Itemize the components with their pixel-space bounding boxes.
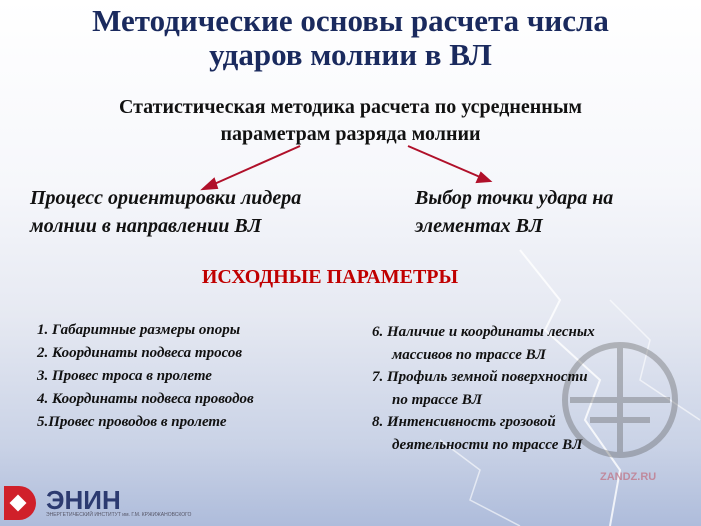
logo-name: ЭНИН: [46, 485, 121, 515]
branch-left: [30, 184, 301, 240]
list-item: 2. Координаты подвеса тросов: [37, 345, 243, 361]
arrow-left: [203, 146, 300, 189]
list-item-cont: деятельности по трассе ВЛ: [392, 436, 583, 453]
page-title: [0, 4, 701, 72]
subtitle: [0, 94, 701, 148]
params-list-left: [37, 319, 254, 434]
list-item: 3. Провес троса в пролете: [37, 368, 212, 384]
logo-icon: [4, 486, 36, 520]
list-item: 1. Габаритные размеры опоры: [37, 322, 241, 338]
params-list-right: [372, 321, 595, 456]
subtitle-line: параметрам разряда молнии: [220, 123, 481, 145]
list-item: 8. Интенсивность грозовой: [372, 414, 556, 430]
watermark-text: ZANDZ.RU: [600, 471, 657, 483]
title-line: Методические основы расчета числа: [92, 3, 609, 38]
list-item-cont: по трассе ВЛ: [392, 391, 483, 408]
list-item: 7. Профиль земной поверхности: [372, 369, 588, 385]
list-item: 5.Провес проводов в пролете: [37, 414, 227, 430]
subtitle-line: Статистическая методика расчета по усредненным: [118, 96, 583, 118]
list-item: 6. Наличие и координаты лесных: [372, 324, 595, 340]
branch-line: элементах ВЛ: [415, 215, 543, 237]
arrow-right: [408, 146, 490, 182]
title-line: ударов молнии в ВЛ: [209, 37, 492, 72]
list-item-cont: массивов по трассе ВЛ: [392, 346, 546, 363]
branch-line: молнии в направлении ВЛ: [30, 215, 262, 237]
params-heading: ИСХОДНЫЕ ПАРАМЕТРЫ: [201, 266, 459, 288]
branch-right: [415, 184, 613, 240]
branch-line: Процесс ориентировки лидера: [30, 187, 302, 209]
logo: [4, 486, 191, 520]
list-item: 4. Координаты подвеса проводов: [37, 391, 254, 407]
logo-caption: ЭНЕРГЕТИЧЕСКИЙ ИНСТИТУТ им. Г.М. КРЖИЖАНОВСКОГО: [46, 512, 192, 518]
branch-line: Выбор точки удара на: [415, 187, 614, 209]
